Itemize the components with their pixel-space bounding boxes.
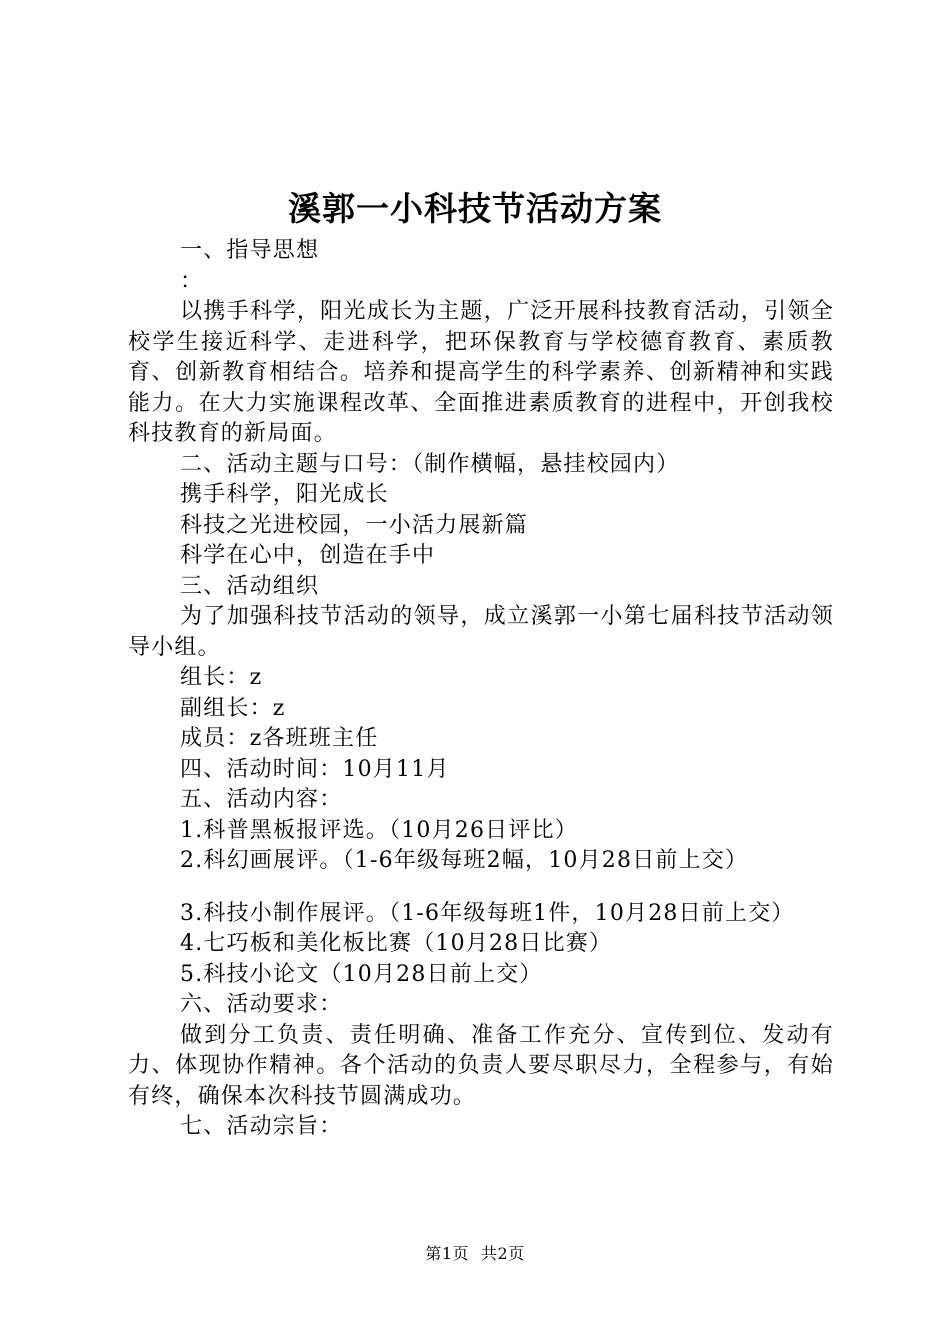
paragraph-requirements: 做到分工负责、责任明确、准备工作充分、宣传到位、发动有力、体现协作精神。各个活动的负责人要尽职尽力，全程参与，有始有终，确保本次科技节圆满成功。 bbox=[128, 1022, 834, 1109]
section-heading-guiding-thought: 一、指导思想 bbox=[180, 238, 320, 263]
section-heading-content: 五、活动内容： bbox=[180, 787, 343, 812]
section-heading-organization: 三、活动组织 bbox=[180, 573, 320, 599]
section-heading-time: 四、活动时间：10月11月 bbox=[180, 756, 450, 782]
slogan-1: 携手科学，阳光成长 bbox=[180, 482, 389, 507]
section-heading-purpose: 七、活动宗旨： bbox=[180, 1114, 343, 1139]
paragraph-organization: 为了加强科技节活动的领导，成立溪郭一小第七届科技节活动领导小组。 bbox=[128, 604, 834, 660]
blank-line bbox=[128, 877, 834, 899]
document-title: 溪郭一小科技节活动方案 bbox=[288, 189, 662, 228]
page-number-total: 共2页 bbox=[481, 1244, 525, 1263]
content-item-5: 5.科技小论文（10月28日前上交） bbox=[180, 961, 543, 987]
section-heading-theme-slogans: 二、活动主题与口号：（制作横幅，悬挂校园内） bbox=[180, 451, 680, 477]
slogan-2: 科技之光进校园，一小活力展新篇 bbox=[180, 512, 529, 538]
content-item-1: 1.科普黑板报评选。（10月26日评比） bbox=[180, 817, 578, 843]
organization-vice-leader: 副组长：z bbox=[180, 695, 286, 721]
page-footer bbox=[0, 1243, 950, 1265]
content-item-2: 2.科幻画展评。（1-6年级每班2幅，10月28日前上交） bbox=[180, 848, 749, 873]
section-heading-colon: ： bbox=[180, 268, 204, 294]
slogan-3: 科学在心中，创造在手中 bbox=[180, 543, 436, 568]
document-body bbox=[128, 236, 834, 1143]
organization-members: 成员：z各班班主任 bbox=[180, 726, 379, 751]
organization-leader: 组长：z bbox=[180, 665, 263, 690]
content-item-4: 4.七巧板和美化板比赛（10月28日比赛） bbox=[180, 931, 613, 956]
content-item-3: 3.科技小制作展评。（1-6年级每班1件，10月28日前上交） bbox=[180, 900, 795, 926]
page-number-current: 第1页 bbox=[425, 1244, 469, 1263]
section-heading-requirements: 六、活动要求： bbox=[180, 992, 343, 1017]
paragraph-guiding-thought: 以携手科学，阳光成长为主题，广泛开展科技教育活动，引领全校学生接近科学、走进科学，把环保教育与学校德育教育、素质教育、创新教育相结合。培养和提高学生的科学素养、创新精神和实践能力。在大力实施课程改革、全面推进素质教育的进程中，开创我校科技教育的新局面。 bbox=[128, 299, 834, 446]
